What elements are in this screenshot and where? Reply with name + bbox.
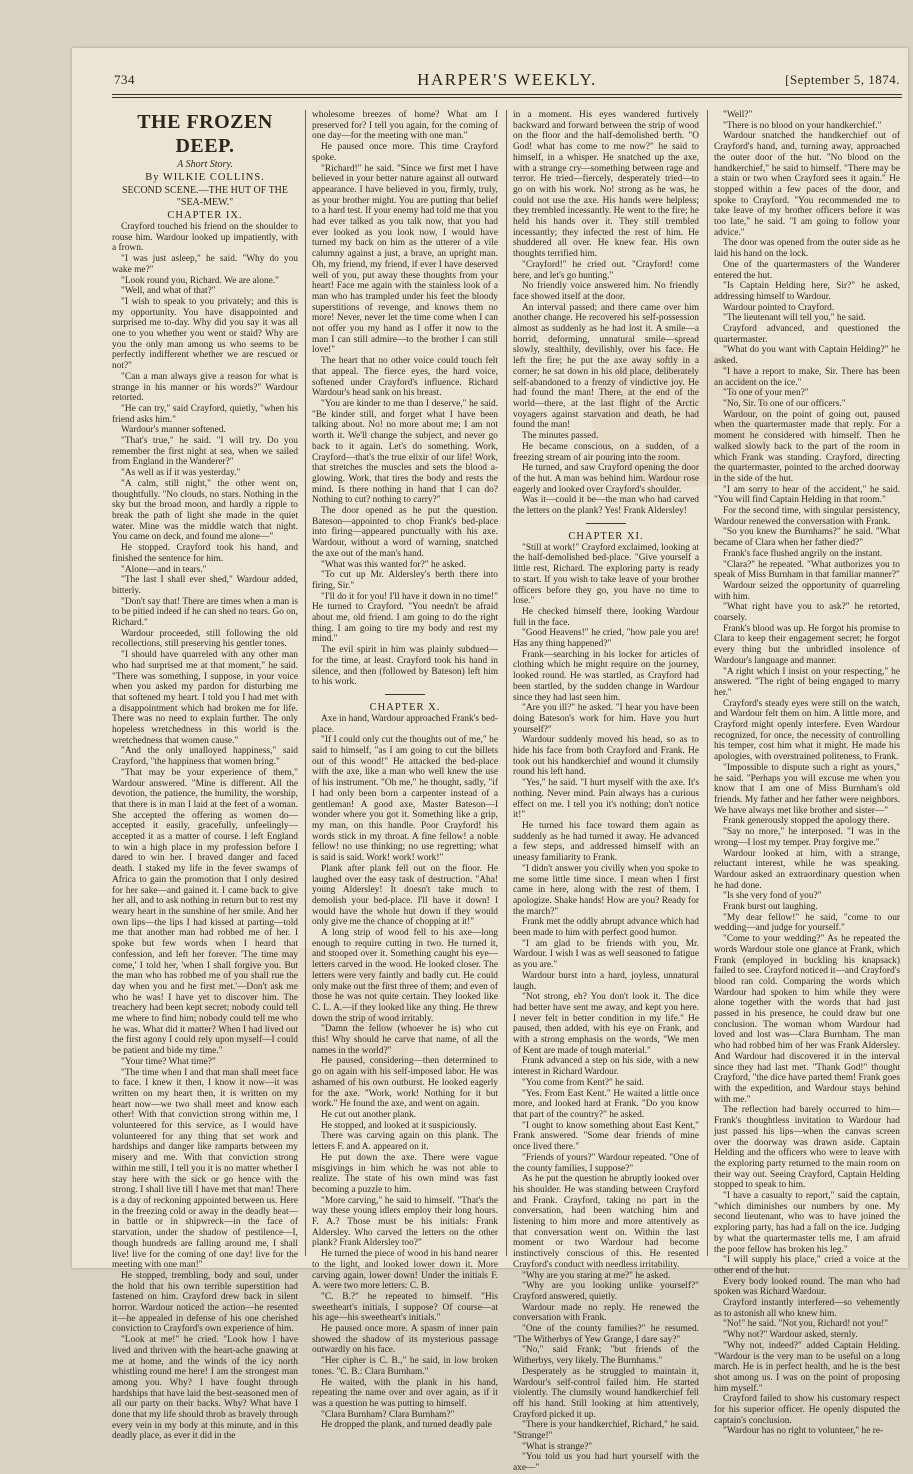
paragraph: "Impossible to dispute such a right as yours," he said. "Perhaps you will excuse me when you know that I am one of Miss Burnham's old friends. My father and her father were neighbors. We have always met like brother and sister—" (714, 762, 900, 816)
paragraph: "C. B.?" he repeated to himself. "His sweetheart's initials, I suppose? Of course—at his age—his sweetheart's initials." (312, 1291, 498, 1324)
paragraph: Wardour's manner softened. (121, 425, 226, 436)
paragraph: "I wish to speak to you privately; and this is my opportunity. You have disappointed and surprised me to-day. Why did you say it was all one to you whether you went or staid? Why are you the only man among us who seems to be perfectly indifferent whether we are rescued or not?" (112, 296, 298, 372)
paragraph: "So you knew the Burnhams?" he said. "What became of Clara when her father died?" (714, 527, 900, 549)
story-subtitle: A Short Story. (177, 159, 233, 170)
paragraph: "Wardour has no right to volunteer," he re- (723, 1426, 884, 1437)
paragraph: Crayford touched his friend on the shoulder to rouse him. Wardour looked up impatiently, with a frown. (112, 222, 298, 254)
paragraph: "That's true," he said. "I will try. Do you remember the first night at sea, when we sailed from England in the Wanderer?" (112, 436, 298, 468)
paragraph: The reflection had barely occurred to him—Frank's thoughtless invitation to Wardour had just passed his lips—when the canvas screen over the doorway was drawn aside. Captain Helding and the officers who were to leave with the exploring party returned to the main room on their way out. Seeing Crayford, Captain Helding stopped to speak to him. (714, 1105, 900, 1191)
column-divider (707, 110, 708, 1256)
paragraph: "What is strange?" (522, 1441, 593, 1452)
paragraph: A long strip of wood fell to his axe—long enough to require cutting in two. He turned it, and stooped over it. Something caught his eye—letters carved in the wood. He looked closer. The letters were very faintly and badly cut. He could only make out the first three of them; and even of those he was not quite certain. They looked like C. L. A.—if they looked like any thing. He threw down the strip of wood irritably. (312, 928, 498, 1024)
paragraph: "What was this wanted for?" he asked. (321, 559, 466, 570)
paragraph: "I will supply his place," cried a voice at the other end of the hut. (714, 1255, 900, 1276)
paragraph: Frank generously stopped the apology there. (723, 816, 890, 827)
paragraph: He turned, and saw Crayford opening the door of the hut. A man was behind him. Wardour rose eagerly and looked over Crayford's shoulder. (513, 463, 699, 495)
paragraph: He stopped. Crayford took his hand, and finished the sentence for him. (112, 543, 298, 564)
story-byline: By WILKIE COLLINS. (145, 172, 265, 183)
paragraph: "I have a report to make, Sir. There has been an accident on the ice." (714, 366, 900, 388)
publication-title: HARPER'S WEEKLY. (417, 70, 597, 89)
paragraph: One of the quartermasters of the Wanderer entered the hut. (714, 259, 900, 281)
paragraph: "There is no blood on your handkerchief." (723, 120, 882, 131)
paragraph: "That may be your experience of them," Wardour answered. "Mine is different. All the devotion, the patience, the humility, the worship, that there is in man I laid at the feet of a woman. She accepted the offering as women do—accepted it easily, gracefully, unfeelingly—accepted it as a matter of course. I left England to win a high place in my profession before I dared to win her. I braved danger and faced death. I staked my life in the fever swamps of Africa to gain the promotion that I only desired for her sake—and gained it. I came back to give her all, and to ask nothing in return but to rest my weary heart in the sunshine of her smile. And her own lips—the lips I had kissed at parting—told me that another man had robbed me of her. I spoke but few words when I heard that confession, and left her forever. 'The time may come,' I told her, 'when I shall forgive you. But the man who has robbed me of you shall rue the day when you and he first met.'—Don't ask me who he was! I have yet to discover him. The treachery had been kept secret; nobody could tell me where to find him; nobody could tell me who he was. What did it matter? When I had lived out the first agony I could rely upon myself—I could be patient and bide my time." (112, 767, 298, 1057)
paragraph: Crayford's steady eyes were still on the watch, and Wardour felt them on him. A little more, and Crayford might openly interfere. Even Wardour recognized, for once, the necessity of controlling his temper, cost him what it might. He made his apologies, with overstrained politeness, to Frank. (714, 698, 900, 763)
paragraph: "Why are you staring at me?" he asked. (522, 1270, 671, 1281)
paragraph: Crayford failed to show his customary respect for his superior officer. He openly disputed the captain's conclusion. (714, 1394, 900, 1426)
paragraph: He waited, with the plank in his hand, repeating the name over and over again, as if it was a question he was putting to himself. (312, 1377, 498, 1409)
article-columns (112, 110, 902, 1474)
paragraph: Wardour snatched the handkerchief out of Crayford's hand, and, turning away, approached the outer door of the hut. "No blood on the handkerchief," he said to himself. "There may be a stain or two when Crayford sees it again." He stopped within a few paces of the door, and spoke to Crayford. "You recommended me to take leave of my brother officers before it was too late," he said. "I am going to follow your advice." (714, 131, 900, 238)
paragraph: "And the only unalloyed happiness," said Crayford, "the happiness that women bring." (112, 746, 298, 768)
paragraph: "A right which I insist on your respecting," he answered. "The right of being engaged to marry her." (714, 666, 900, 698)
paragraph: "My dear fellow!" he said, "come to our wedding—and judge for yourself." (714, 912, 900, 934)
paragraph: He turned the piece of wood in his hand nearer to the light, and looked lower down it. More carving again, lower down! Under the initials F. A. were two more letters: C. B. (312, 1249, 498, 1292)
column-divider (305, 110, 306, 1256)
paragraph: in a moment. His eyes wandered furtively backward and forward between the strip of wood on the floor and the half-demolished berth. "O God! what has come to me now?" he said to himself, in a whisper. He snatched up the axe, with a strange cry—something between rage and terror. He tried—fiercely, desperately tried—to go on with his work. No! strong as he was, he could not use the axe. His hands were helpless; they trembled incessantly. He went to the fire; he held his hands over it. They still trembled incessantly; they infected the rest of him. He shuddered all over. He knew fear. His own thoughts terrified him. (513, 110, 699, 260)
paragraph: There was carving again on this plank. The letters F. and A. appeared on it. (312, 1131, 498, 1153)
paragraph: "Clara Burnham? Clara Burnham?" (321, 1409, 455, 1420)
story-title: THE FROZEN DEEP. (137, 111, 273, 157)
newspaper-page (72, 48, 908, 1474)
masthead (112, 70, 902, 92)
chapter-separator (385, 694, 425, 695)
paragraph: "Is she very fond of you?" (723, 891, 822, 902)
paragraph: Frank met the oddly abrupt advance which had been made to him with perfect good humor. (513, 917, 699, 939)
paragraph: "The last I shall ever shed," Wardour added, bitterly. (112, 575, 298, 596)
paragraph: "Richard!" he said. "Since we first met I have believed in your better nature against all outward appearance. I have believed in you, firmly, truly, as your brother might. You are putting that belief to a hard test. If your enemy had told me that you had ever talked as you talk now, that you had ever looked as you look now, I would have turned my back on him as the utterer of a vile calumny against a just, a brave, an upright man. Oh, my friend, my friend, if ever I have deserved well of you, put away these thoughts from your heart! Face me again with the stainless look of a man who has trampled under his feet the bloody superstitions of revenge, and knows them no more! Never, never let the time come when I can not offer you my hand as I offer it now to the man I can still admire—to the brother I can still love!" (312, 163, 498, 356)
masthead-rule-bottom (112, 97, 902, 98)
paragraph: "Well, and what of that?" (121, 286, 216, 297)
paragraph: "I was just asleep," he said. "Why do you wake me?" (112, 254, 298, 275)
paragraph: Axe in hand, Wardour approached Frank's bed-place. (312, 713, 499, 735)
paragraph: Frank advanced a step on his side, with a new interest in Richard Wardour. (513, 1056, 699, 1078)
paragraph: "Yes," he said. "I hurt myself with the axe. It's nothing. Never mind. Pain always has a curious effect on me. I tell you it's nothing; don't notice it!" (513, 778, 699, 821)
paragraph: "I should have quarreled with any other man who had surprised me at that moment," he said. "There was something, I suppose, in your voice when you asked my pardon for disturbing me that softened my heart. I told you I had met with a disappointment which had broken me for life. There was no need to explain further. The only hopeless wretchedness in this world is the wretchedness that women cause." (112, 650, 298, 746)
paragraph: Was it—could it be—the man who had carved the letters on the plank? Yes! Frank Aldersley! (513, 495, 699, 517)
page-number: 734 (114, 72, 135, 87)
paragraph: The heart that no other voice could touch felt that appeal. The fierce eyes, the hard voice, softened under Crayford's influence. Richard Wardour's head sank on his breast. (312, 356, 498, 399)
paragraph: "Alone—and in tears." (121, 564, 207, 575)
paragraph: "What do you want with Captain Helding?" he asked. (714, 345, 900, 367)
paragraph: He put down the axe. There were vague misgivings in him which he was not able to realize. The state of his own mind was fast becoming a puzzle to him. (312, 1152, 498, 1195)
paragraph: Every body looked round. The man who had spoken was Richard Wardour. (714, 1276, 900, 1298)
paragraph: He paused once more. This time Crayford spoke. (312, 142, 498, 163)
paragraph: An interval passed; and there came over him another change. He recovered his self-possession almost as suddenly as he had lost it. A smile—a horrid, deforming, unnatural smile—spread slowly, stealthily, devilishly, over his face. He left the fire; he put the axe away softly in a corner; he sat down in his old place, deliberately self-abandoned to a frenzy of vindictive joy. He had found the man! There, at the end of the world—there, at the last flight of the Arctic voyagers against starvation and death, he had found the man! (513, 302, 699, 431)
paragraph: "More carving," he said to himself. "That's the way these young idlers employ their long hours. F. A.? Those must be his initials: Frank Aldersley. Who carved the letters on the other plank? Frank Aldersley too?" (312, 1195, 498, 1249)
paragraph: "I am glad to be friends with you, Mr. Wardour. I wish I was as well seasoned to fatigue as you are." (513, 938, 699, 971)
paragraph: He became conscious, on a sudden, of a freezing stream of air pouring into the room. (513, 441, 699, 463)
paragraph: "A calm, still night," the other went on, thoughtfully. "No clouds, no stars. Nothing in the sky but the broad moon, and hardly a ripple to break the path of light she made in the quiet water. Mine was the middle watch that night. You came on deck, and found me alone—" (112, 478, 298, 543)
paragraph: wholesome breezes of home? What am I preserved for? I tell you again, for the coming of one day—for the meeting with one man." (312, 110, 498, 142)
paragraph: As he put the question he abruptly looked over his shoulder. He was standing between Crayford and Frank. Crayford, taking no part in the conversation, had been watching him and listening to him more and more attentively as that conversation went on. Within the last moment or two Wardour had become instinctively conscious of this. He resented Crayford's conduct with needless irritability. (513, 1174, 699, 1270)
paragraph: "No, Sir. To one of our officers." (723, 398, 846, 409)
paragraph: "What right have you to ask?" he retorted, coarsely. (714, 602, 900, 624)
paragraph: Wardour pointed to Crayford. (723, 302, 835, 313)
paragraph: "Friends of yours?" Wardour repeated. "One of the county families, I suppose?" (513, 1152, 699, 1174)
paragraph: "As well as if it was yesterday." (121, 468, 241, 479)
paragraph: "I ought to know something about East Kent," Frank answered. "Some dear friends of mine once lived there." (513, 1120, 699, 1153)
paragraph: Crayford advanced, and questioned the quartermaster. (714, 324, 900, 345)
paragraph: "Why not?" Wardour asked, sternly. (723, 1330, 858, 1341)
paragraph: "Her cipher is C. B.," he said, in low broken tones. "C. B.: Clara Burnham." (312, 1356, 498, 1377)
paragraph: "He can try," said Crayford, quietly, "when his friend asks him." (112, 403, 298, 425)
paragraph: "Are you ill?" he asked. "I hear you have been doing Bateson's work for him. Have you hurt yourself?" (513, 703, 699, 735)
paragraph: Wardour made no reply. He renewed the conversation with Frank. (513, 1302, 699, 1324)
paragraph: He dropped the plank, and turned deadly pale (321, 1420, 492, 1431)
column-divider (506, 110, 507, 1256)
paragraph: "I'll do it for you! I'll have it down in no time!" He turned to Crayford. "You needn't be afraid about me, old friend. I am going to do the right thing. I am going to tire my body and rest my mind." (312, 591, 498, 645)
paragraph: "Damn the fellow (whoever he is) who cut this! Why should he carve that name, of all the names in the world?" (312, 1024, 498, 1056)
paragraph: "You are kinder to me than I deserve," he said. "Be kinder still, and forget what I have been talking about. No! no more about me; I am not worth it. We'll change the subject, and never go back to it again. Let's do something. Work, Crayford—that's the true elixir of our life! Work, that stretches the muscles and sets the blood a-glowing. Work, that tires the body and rests the mind. Is there nothing in hand that I can do? Nothing to cut? nothing to carry?" (312, 398, 498, 506)
paragraph: "Look round you, Richard. We are alone." (121, 275, 279, 286)
paragraph: He paused once more. A spasm of inner pain showed the shadow of its mysterious passage outwardly on his face. (312, 1324, 498, 1356)
chapter-heading: CHAPTER XI. (568, 530, 644, 542)
masthead-rule-top (112, 94, 902, 95)
paragraph: "Yes. From East Kent." He waited a little once more, and looked hard at Frank. "Do you know that part of the country?" he asked. (513, 1088, 699, 1120)
paragraph: "Say no more," he interposed. "I was in the wrong—I lost my temper. Pray forgive me." (714, 827, 900, 848)
paragraph: The minutes passed. (522, 431, 599, 442)
paragraph: Desperately as he struggled to maintain it, Wardour's self-control failed him. He started violently. The clumsily wound handkerchief fell off his hand. Still looking at him attentively, Crayford picked it up. (513, 1366, 699, 1420)
paragraph: "I have a casualty to report," said the captain, "which diminishes our numbers by one. My second lieutenant, who was to have joined the exploring party, has had a fall on the ice. Judging by what the quartermaster tells me, I am afraid the poor fellow has broken his leg." (714, 1191, 900, 1255)
paragraph: "One of the county families?" he resumed. "The Witherbys of Yew Grange, I dare say?" (513, 1324, 699, 1345)
paragraph: The evil spirit in him was plainly subdued—for the time, at least. Crayford took his hand in silence, and then (followed by Bateson) left him to his work. (312, 645, 498, 688)
paragraph: "Can a man always give a reason for what is strange in his manner or his words?" Wardour retorted. (112, 371, 298, 404)
paragraph: "Crayford!" he cried out. "Crayford! come here, and let's go hunting." (513, 259, 699, 281)
column-2 (312, 110, 499, 1431)
paragraph: "Well?" (723, 110, 753, 120)
chapter-heading: CHAPTER X. (369, 701, 441, 713)
chapter-separator (586, 523, 626, 524)
paragraph: Frank's blood was up. He forgot his promise to Clara to keep their engagement secret; he forgot every thing but the unbridled insolence of Wardour's language and manner. (714, 623, 900, 666)
paragraph: "Don't say that! There are times when a man is to be pitied indeed if he can shed no tears. Go on, Richard." (112, 596, 298, 629)
paragraph: Wardour suddenly moved his head, so as to hide his face from both Crayford and Frank. He took out his handkerchief and wound it clumsily round his left hand. (513, 735, 699, 778)
paragraph: "If I could only cut the thoughts out of me," he said to himself, "as I am going to cut the billets out of this wood!" He attacked the bed-place with the axe, like a man who well knew the use of his instrument. "Oh me," he thought, sadly, "if I had only been born a carpenter instead of a gentleman! A good axe, Master Bateson—I wonder where you got it. Something like a grip, my man, on this handle. Poor Crayford! his words stick in my throat. A fine fellow! a noble fellow! no use thinking; no use regretting; what is said is said. Work! work! work!" (312, 735, 498, 864)
paragraph: He paused, considering—then determined to go on again with his self-imposed labor. He was ashamed of his own outburst. He looked eagerly for the axe. "Work, work! Nothing for it but work." He found the axe, and went on again. (312, 1056, 498, 1110)
paragraph: He checked himself there, looking Wardour full in the face. (513, 606, 699, 628)
column-1 (112, 110, 298, 1442)
paragraph: "Is Captain Helding here, Sir?" he asked, addressing himself to Wardour. (714, 281, 900, 302)
paragraph: Wardour seized the opportunity of quarreling with him. (714, 580, 900, 602)
paragraph: "Look at me!" he cried. "Look how I have lived and thriven with the heart-ache gnawing at me at home, and the winds of the icy north whistling round me here! I am the strongest man among you. Why? I have fought through hardships that have laid the best-seasoned men of all our party on their backs. Why? What have I done that my life should throb as bravely through every vein in my body at this minute, and in this deadly place, as ever it did in the (112, 1335, 298, 1442)
paragraph: He stopped, and looked at it suspiciously. (321, 1120, 477, 1131)
paragraph: For the second time, with singular persistency, Wardour renewed the conversation with Frank. (714, 506, 900, 527)
paragraph: Wardour, on the point of going out, paused when the quartermaster made that reply. For a moment he considered with himself. Then he walked slowly back to the part of the room in which Frank was standing. Crayford, directing the quartermaster, pointed to the arched doorway in the side of the hut. (714, 409, 900, 484)
paragraph: Wardour looked at him, with a strange, reluctant interest, while he was speaking. Wardour asked an extraordinary question when he had done. (714, 848, 900, 891)
paragraph: Plank after plank fell out on the floor. He laughed over the easy task of destruction. "Aha! young Aldersley! It doesn't take much to demolish your bed-place. I'll have it down! I would have the whole hut down if they would only give me the chance of chopping at it!" (312, 863, 498, 928)
paragraph: "Not strong, eh? You don't look it. The dice had better have sent me away, and kept you here. I never felt in better condition in my life." He paused, then added, with his eye on Frank, and with a strong emphasis on the words, "We men of Kent are made of tough material." (513, 992, 699, 1056)
paragraph: Wardour burst into a hard, joyless, unnatural laugh. (513, 970, 699, 992)
paragraph: "To one of your men?" (723, 388, 809, 399)
paragraph: "I didn't answer you civilly when you spoke to me some little time since. I mean when I first came in here, along with the rest of them. I apologize. Shake hands! How are you? Ready for the march?" (513, 863, 699, 917)
paragraph: No friendly voice answered him. No friendly face showed itself at the door. (513, 281, 699, 302)
paragraph: Wardour proceeded, still following the old recollections, still preserving his gentler tones. (112, 628, 298, 650)
chapter-heading: CHAPTER IX. (167, 210, 243, 221)
paragraph: He cut out another plank. (321, 1109, 417, 1120)
paragraph: "You come from Kent?" he said. (522, 1077, 644, 1088)
paragraph: "You told us you had hurt yourself with the axe—" (513, 1452, 699, 1474)
paragraph: Frank's face flushed angrily on the instant. (723, 548, 883, 559)
paragraph: "To cut up Mr. Aldersley's berth there into firing, Sir." (312, 570, 498, 591)
paragraph: "Still at work!" Crayford exclaimed, looking at the half-demolished bed-place. "Give yourself a little rest, Richard. The exploring party is ready to start. If you wish to take leave of your brother officers before they go, you have no time to lose." (513, 542, 699, 607)
paragraph: Crayford instantly interfered—so vehemently as to astonish all who knew him. (714, 1298, 900, 1319)
scene-heading: SECOND SCENE.—THE HUT OF THE "SEA-MEW." (121, 185, 289, 208)
paragraph: "Why not, indeed?" added Captain Helding. "Wardour is the very man to be useful on a long march. He is in perfect health, and he is the best shot among us. I was on the point of proposing him myself." (714, 1340, 900, 1394)
paragraph: Frank—searching in his locker for articles of clothing which he might require on the journey, looked round. He was startled, as Crayford had been startled, by the sudden change in Wardour since they had last seen him. (513, 649, 699, 703)
paragraph: "Your time? What time?" (121, 1056, 216, 1067)
paragraph: "Clara?" he repeated. "What authorizes you to speak of Miss Burnham in that familiar manner?" (714, 559, 900, 581)
paragraph: "Good Heavens!" he cried, "how pale you are! Has any thing happened?" (513, 628, 699, 650)
paragraph: "There is your handkerchief, Richard," he said. "Strange!" (513, 1420, 699, 1442)
issue-date: [September 5, 1874. (785, 72, 900, 87)
paragraph: "The lieutenant will tell you," he said. (723, 313, 866, 324)
paragraph: "Come to your wedding?" As he repeated the words Wardour stole one glance at Frank, which Frank (employed in buckling his knapsack) failed to see. Crayford noticed it—and Crayford's blood ran cold. Comparing the words which Wardour had spoken to him while they were alone together with the words that had just passed in his presence, he could draw but one conclusion. The woman whom Wardour had loved and lost was—Clara Burnham. The man who had robbed him of her was Frank Aldersley. And Wardour had discovered it in the interval since they had last met. "Thank God!" thought Crayford, "the dice have parted them! Frank goes with the expedition, and Wardour stays behind with me." (714, 934, 900, 1105)
paragraph: The door opened as he put the question. Bateson—appointed to chop Frank's bed-place into firing—appeared punctually with his axe. Wardour, without a word of warning, snatched the axe out of the man's hand. (312, 506, 498, 559)
paragraph: He stopped, trembling, body and soul, under the hold that his own terrible superstition had fastened on him. Crayford drew back in silent horror. Wardour noticed the action—he resented it—he appealed in defense of his one cherished conviction to Crayford's own experience of him. (112, 1270, 298, 1335)
paragraph: "No!" he said. "Not you, Richard! not you!" (723, 1319, 889, 1330)
paragraph: "No," said Frank; "but friends of the Witherbys, very likely. The Burnhams." (513, 1345, 699, 1367)
column-4 (714, 110, 900, 1437)
paragraph: "I am sorry to hear of the accident," he said. "You will find Captain Helding in that room." (714, 484, 900, 506)
paragraph: "Why are you looking unlike yourself?" Crayford answered, quietly. (513, 1281, 699, 1302)
column-3 (513, 110, 699, 1474)
paragraph: He turned his face toward them again as suddenly as he had turned it away. He advanced a few steps, and addressed himself with an uneasy familiarity to Frank. (513, 821, 699, 864)
paragraph: The door was opened from the outer side as he laid his hand on the lock. (714, 238, 900, 260)
paragraph: Frank burst out laughing. (723, 902, 818, 913)
paragraph: "The time when I and that man shall meet face to face. I knew it then, I know it now—it was written on my heart then, it is written on my heart now—we two shall meet and know each other! With that conviction strong within me, I volunteered for this service, as I would have volunteered for any thing that set work and hardships and danger like ramparts between my misery and me. With that conviction strong within me still, I tell you it is no matter whether I stay here with the sick or go hence with the strong. I shall live till I have met that man! There is a day of reckoning appointed between us. Here in the freezing cold or away in the deadly heat—in battle or in shipwreck—in the face of starvation, under the shadow of pestilence—I, though hundreds are falling around me, I shall live! live for the coming of one day! live for the meeting with one man!" (112, 1067, 298, 1271)
